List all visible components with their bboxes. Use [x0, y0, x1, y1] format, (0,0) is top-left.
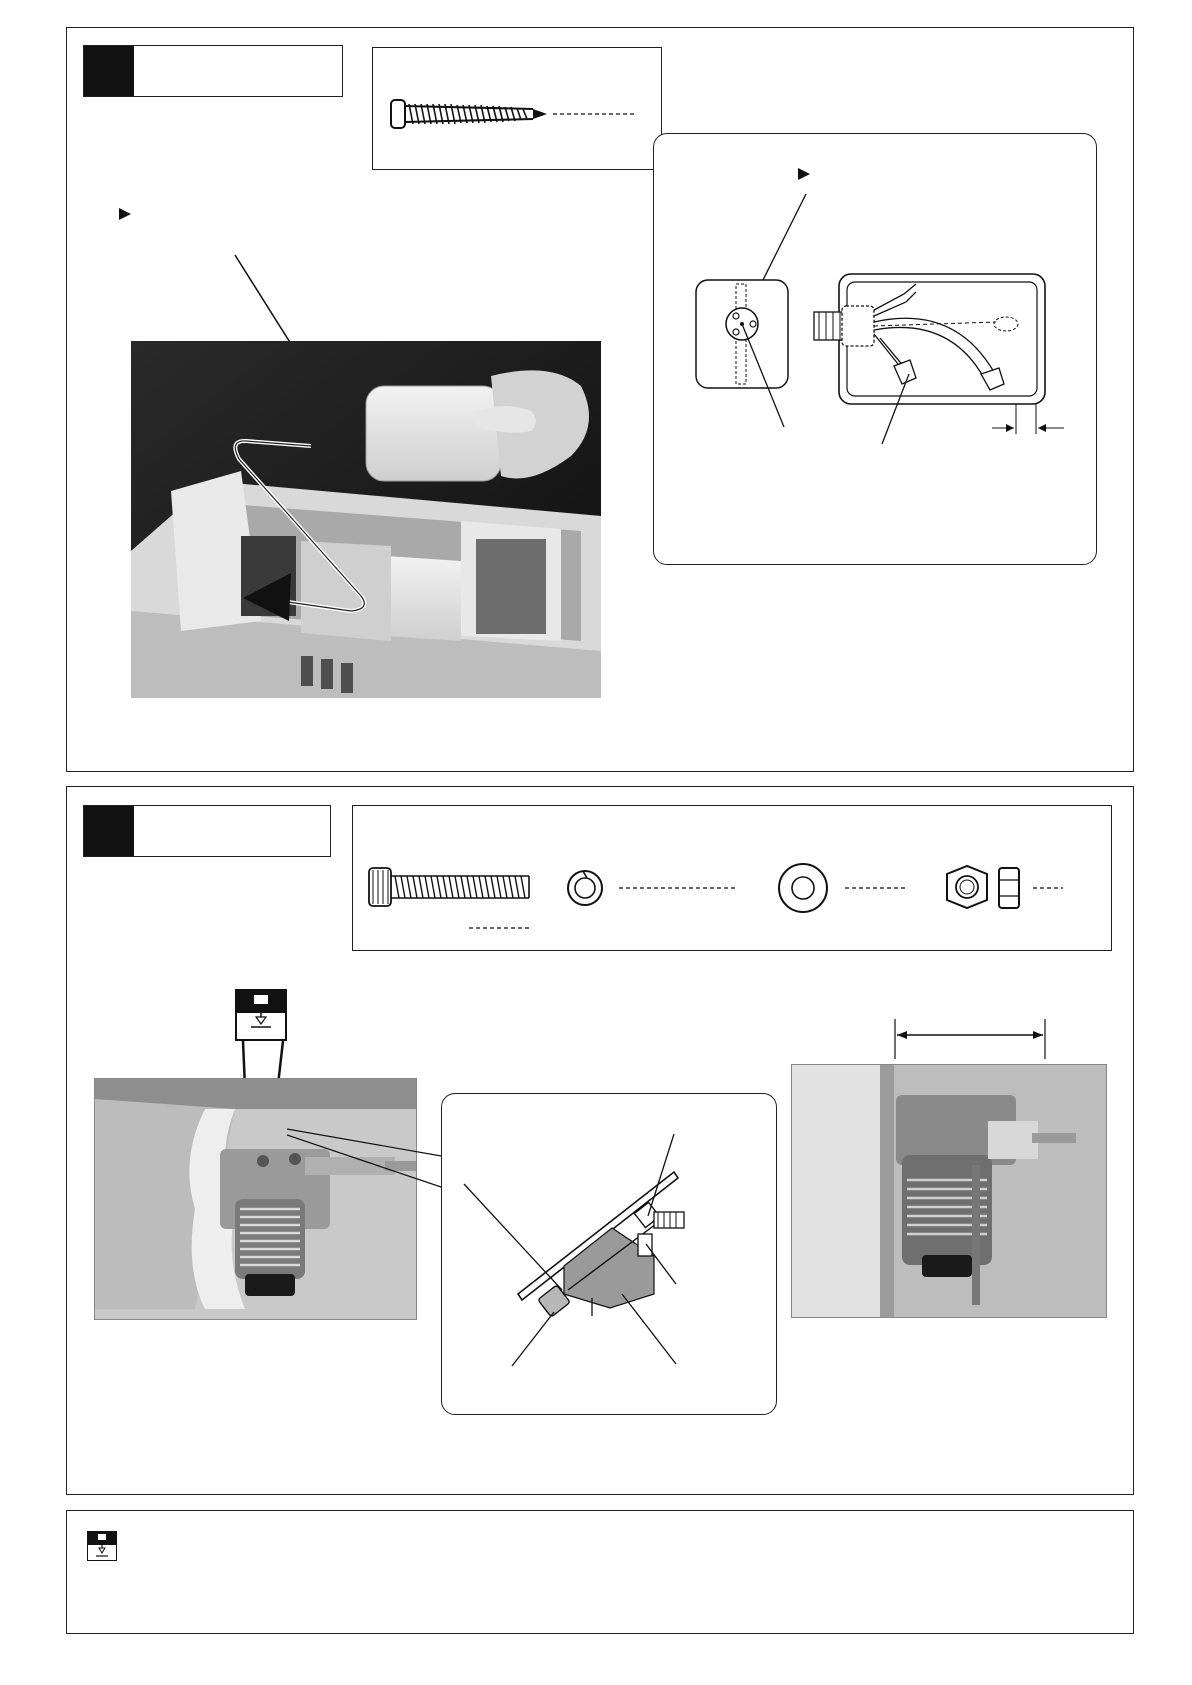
thrust-dimension-line: [893, 1019, 1063, 1059]
detail-box-engine-mount: [441, 1093, 777, 1415]
step-header-engine: [83, 805, 331, 857]
parts-box-screw: [372, 47, 662, 170]
step-header-tank: [83, 45, 343, 97]
step-number-tank: [84, 46, 134, 96]
photo-fuel-tank-installation: [131, 341, 601, 698]
detail-box-tank-stopper: [653, 133, 1097, 565]
hardware-parts-row: [353, 806, 1111, 950]
cap-bolt-icon: [369, 868, 529, 928]
flat-washer-icon: [779, 864, 905, 912]
top-step-panel: [66, 27, 1134, 772]
fuel-tank-photo-illustration: [131, 341, 601, 698]
middle-step-panel: [66, 786, 1134, 1495]
parts-box-hardware: [352, 805, 1112, 951]
pointer-triangle-icon: [117, 206, 133, 222]
engine-mount-cross-section: [442, 1094, 776, 1414]
self-tapping-screw-icon: [373, 48, 661, 168]
photo-engine-side-view: [791, 1064, 1107, 1318]
threadlock-glue-icon: [235, 989, 287, 1041]
bottom-note-panel: [66, 1510, 1134, 1634]
lock-washer-icon: [568, 871, 737, 905]
hex-nut-icon: [947, 866, 1063, 908]
step-number-engine: [84, 806, 134, 856]
tank-stopper-diagram: [654, 134, 1094, 562]
threadlock-glue-icon: [87, 1531, 117, 1561]
engine-side-photo-illustration: [792, 1065, 1107, 1318]
